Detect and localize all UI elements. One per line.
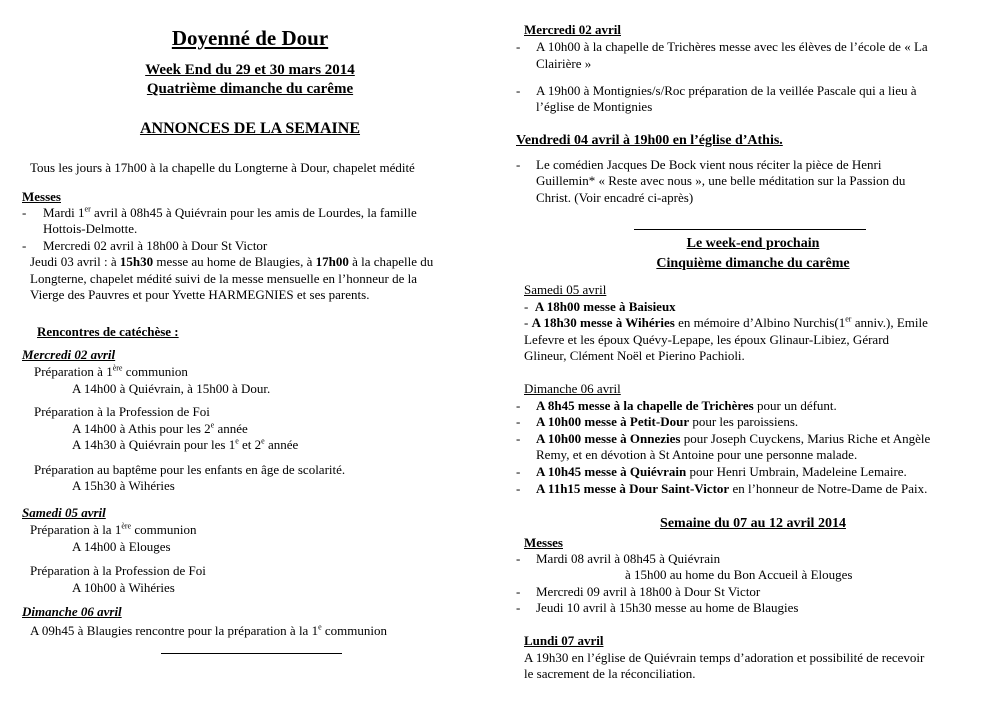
divider — [161, 653, 342, 654]
samedi-wiheries-2: Lefevre et les époux Quévy-Lepape, les époux Glinaur-Libiez, Gérard — [524, 332, 890, 347]
samedi-heading: Samedi 05 avril — [524, 282, 607, 297]
mercredi-item-2: A 19h00 à Montignies/s/Roc préparation de la veillée Pascale qui a lieu à — [536, 83, 917, 98]
samedi-communion: Préparation à la 1ère communion — [30, 521, 197, 537]
annonces-heading: ANNONCES DE LA SEMAINE — [139, 120, 361, 137]
next-weekend-heading: Le week-end prochain — [686, 236, 820, 251]
mercredi-heading: Mercredi 02 avril — [22, 347, 116, 362]
messe-mercredi: Mercredi 09 avril à 18h00 à Dour St Victor — [536, 584, 761, 599]
jeudi-line-3: Vierge des Pauvres et pour Yvette HARMEGNIES et ses parents. — [30, 287, 370, 302]
bullet: - — [516, 481, 521, 496]
dimanche-item-4: A 10h45 messe à Quiévrain pour Henri Umbrain, Madeleine Lemaire. — [536, 464, 907, 479]
dimanche-item-3-cont: Remy, et en dévotion à St Antoine pour une personne malade. — [536, 447, 858, 462]
bullet: - — [516, 39, 521, 54]
mercredi-heading: Mercredi 02 avril — [524, 22, 621, 37]
page-title: Doyenné de Dour — [171, 26, 329, 50]
lundi-line-1: A 19h30 en l’église de Quiévrain temps d’adoration et possibilité de recevoir — [524, 650, 925, 665]
daily-notice: Tous les jours à 17h00 à la chapelle du Longterne à Dour, chapelet médité — [30, 160, 415, 175]
messe-mardi-cont: à 15h00 au home du Bon Accueil à Elouges — [625, 567, 853, 582]
bapteme: Préparation au baptême pour les enfants en âge de scolarité. — [34, 462, 346, 477]
prof-foi-quievrain: A 14h30 à Quiévrain pour les 1e et 2e année — [72, 436, 299, 452]
samedi-wiheries-3: Glineur, Clément Noël et Pierino Pachioli. — [524, 348, 745, 363]
prep-communion-line: A 14h00 à Quiévrain, à 15h00 à Dour. — [72, 381, 271, 396]
samedi-prof-foi-line: A 10h00 à Wihéries — [72, 580, 175, 595]
samedi-communion-line: A 14h00 à Elouges — [72, 539, 171, 554]
dimanche-heading: Dimanche 06 avril — [22, 604, 122, 619]
divider — [634, 229, 866, 230]
bullet: - — [516, 431, 521, 446]
bullet: - — [516, 414, 521, 429]
samedi-heading: Samedi 05 avril — [22, 505, 106, 520]
jeudi-line: Jeudi 03 avril : à 15h30 messe au home de Blaugies, à 17h00 à la chapelle du — [30, 254, 434, 269]
mercredi-item-2-cont: l’église de Montignies — [536, 99, 653, 114]
fifth-sunday-heading: Cinquième dimanche du carême — [656, 256, 850, 271]
messe-jeudi: Jeudi 10 avril à 15h30 messe au home de Blaugies — [536, 600, 799, 615]
messe-mardi-cont: Hottois-Delmotte. — [43, 221, 138, 236]
rencontres-heading: Rencontres de catéchèse : — [37, 324, 179, 339]
semaine-heading: Semaine du 07 au 12 avril 2014 — [660, 516, 846, 531]
vendredi-heading: Vendredi 04 avril à 19h00 en l’église d’Athis. — [516, 133, 783, 148]
bapteme-line: A 15h30 à Wihéries — [72, 478, 175, 493]
bullet: - — [516, 398, 521, 413]
bullet: - — [516, 157, 521, 172]
bullet: - — [516, 600, 521, 615]
dimanche-item-1: A 8h45 messe à la chapelle de Trichères pour un défunt. — [536, 398, 837, 413]
sunday-heading: Quatrième dimanche du carême — [146, 81, 354, 97]
messes-heading: Messes — [22, 189, 61, 204]
dimanche-item-3: A 10h00 messe à Onnezies pour Joseph Cuyckens, Marius Riche et Angèle — [536, 431, 931, 446]
vendredi-line-2: Guillemin* « Reste avec nous », une belle méditation sur la Passion du — [536, 173, 906, 188]
bullet: - — [516, 83, 521, 98]
bullet: - — [516, 464, 521, 479]
bullet: - — [516, 584, 521, 599]
prof-foi: Préparation à la Profession de Foi — [34, 404, 210, 419]
messe-mercredi: Mercredi 02 avril à 18h00 à Dour St Victor — [43, 238, 268, 253]
lundi-heading: Lundi 07 avril — [524, 633, 604, 648]
weekend-heading: Week End du 29 et 30 mars 2014 — [145, 62, 355, 78]
jeudi-line-2: Longterne, chapelet médité suivi de la messe mensuelle en l’honneur de la — [30, 271, 417, 286]
vendredi-line-1: Le comédien Jacques De Bock vient nous réciter la pièce de Henri — [536, 157, 882, 172]
dimanche-item-5: A 11h15 messe à Dour Saint-Victor en l’honneur de Notre-Dame de Paix. — [536, 481, 928, 496]
lundi-line-2: le sacrement de la réconciliation. — [524, 666, 696, 681]
messes-heading: Messes — [524, 535, 563, 550]
mercredi-item-1-cont: Clairière » — [536, 56, 592, 71]
bullet: - — [516, 551, 521, 566]
samedi-baisieux: - A 18h00 messe à Baisieux — [524, 299, 676, 314]
dimanche-heading: Dimanche 06 avril — [524, 381, 621, 396]
dimanche-item-2: A 10h00 messe à Petit-Dour pour les paroissiens. — [536, 414, 799, 429]
bullet: - — [22, 238, 27, 253]
samedi-wiheries: - A 18h30 messe à Wihéries en mémoire d’Albino Nurchis(1er anniv.), Emile — [524, 314, 928, 330]
prep-communion: Préparation à 1ère communion — [34, 363, 188, 379]
mercredi-item-1: A 10h00 à la chapelle de Trichères messe avec les élèves de l’école de « La — [536, 39, 928, 54]
dimanche-line: A 09h45 à Blaugies rencontre pour la préparation à la 1e communion — [30, 622, 387, 638]
messe-mardi: Mardi 1er avril à 08h45 à Quiévrain pour les amis de Lourdes, la famille — [43, 204, 417, 220]
vendredi-line-3: Christ. (Voir encadré ci-après) — [536, 190, 694, 205]
prof-foi-athis: A 14h00 à Athis pour les 2e année — [72, 420, 248, 436]
bullet: - — [22, 205, 27, 220]
messe-mardi: Mardi 08 avril à 08h45 à Quiévrain — [536, 551, 721, 566]
samedi-prof-foi: Préparation à la Profession de Foi — [30, 563, 206, 578]
